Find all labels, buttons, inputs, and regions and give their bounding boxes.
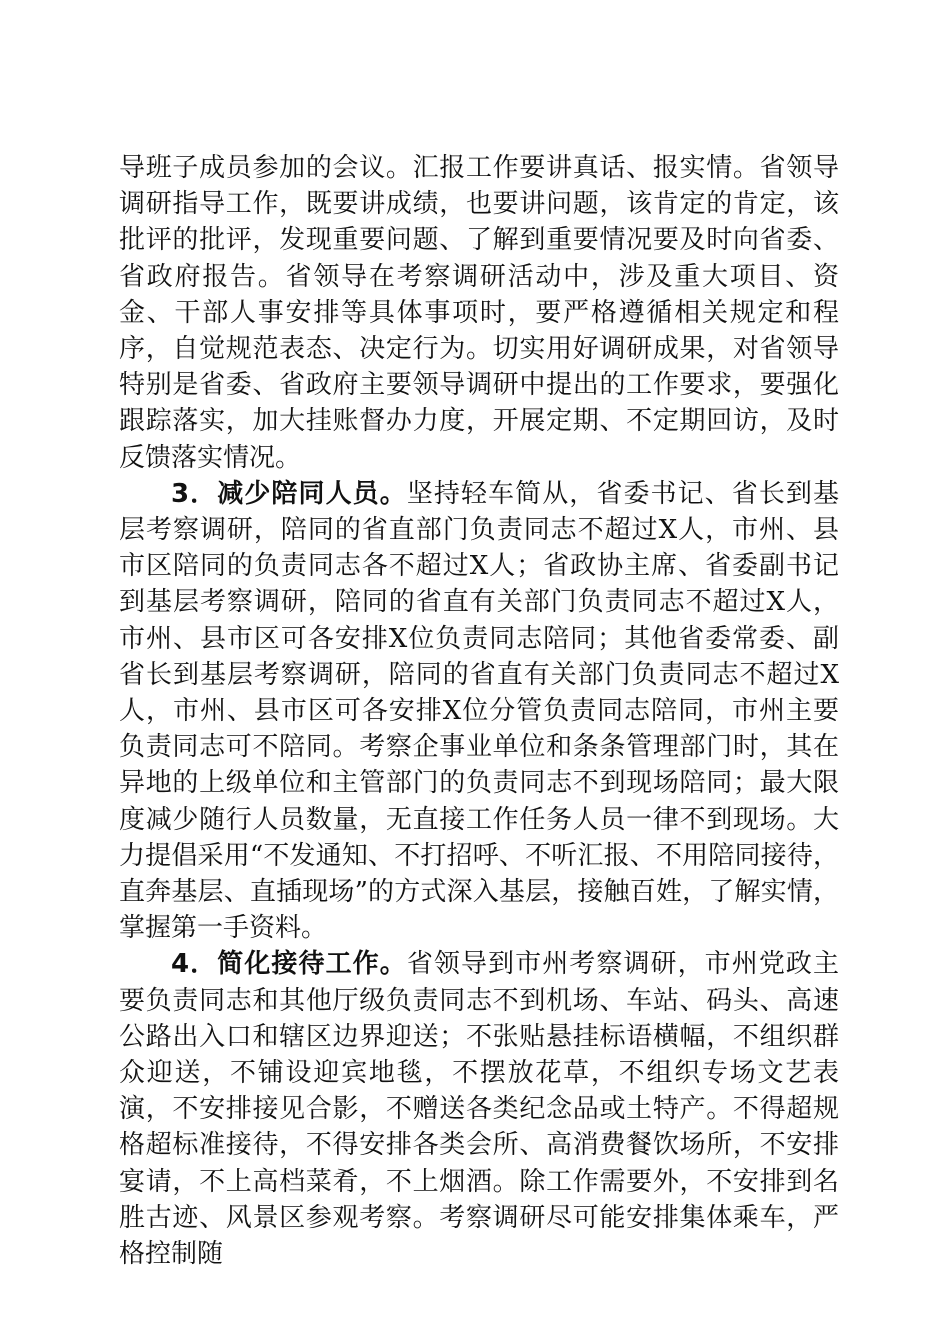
section-heading-reduce-escorts: 3．减少陪同人员。 [171, 478, 407, 509]
paragraph-report-work [119, 150, 839, 476]
section-heading-simplify-reception: 4．简化接待工作。 [171, 949, 407, 980]
paragraph-reduce-escorts [119, 476, 839, 947]
document-page [119, 150, 839, 1272]
paragraph-text: 坚持轻车简从，省委书记、省长到基层考察调研，陪同的省直部门负责同志不超过X人，市州、县市区陪同的负责同志各不超过X人；省政协主席、省委副书记到基层考察调研，陪同的省直有关部门负责同志不超过X人，市州、县市区可各安排X位负责同志陪同；其他省委常委、副省长到基层考察调研，陪同的省直有关部门负责同志不超过X人，市州、县市区可各安排X位分管负责同志陪同，市州主要负责同志可不陪同。考察企事业单位和条条管理部门时，其在异地的上级单位和主管部门的负责同志不到现场陪同；最大限度减少随行人员数量，无直接工作任务人员一律不到现场。大力提倡采用“不发通知、不打招呼、不听汇报、不用陪同接待，直奔基层、直插现场”的方式深入基层，接触百姓，了解实情，掌握第一手资料。 [119, 478, 839, 944]
paragraph-simplify-reception [119, 946, 839, 1272]
paragraph-text: 省领导到市州考察调研，市州党政主要负责同志和其他厅级负责同志不到机场、车站、码头、高速公路出入口和辖区边界迎送；不张贴悬挂标语横幅，不组织群众迎送，不铺设迎宾地毯，不摆放花草，不组织专场文艺表演，不安排接见合影，不赠送各类纪念品或土特产。不得超规格超标准接待，不得安排各类会所、高消费餐饮场所，不安排宴请，不上高档菜肴，不上烟酒。除工作需要外，不安排到名胜古迹、风景区参观考察。考察调研尽可能安排集体乘车，严格控制随 [119, 949, 839, 1270]
paragraph-text: 导班子成员参加的会议。汇报工作要讲真话、报实情。省领导调研指导工作，既要讲成绩，也要讲问题，该肯定的肯定，该批评的批评，发现重要问题、了解到重要情况要及时向省委、省政府报告。省领导在考察调研活动中，涉及重大项目、资金、干部人事安排等具体事项时，要严格遵循相关规定和程序，自觉规范表态、决定行为。切实用好调研成果，对省领导特别是省委、省政府主要领导调研中提出的工作要求，要强化跟踪落实，加大挂账督办力度，开展定期、不定期回访，及时反馈落实情况。 [119, 153, 839, 473]
